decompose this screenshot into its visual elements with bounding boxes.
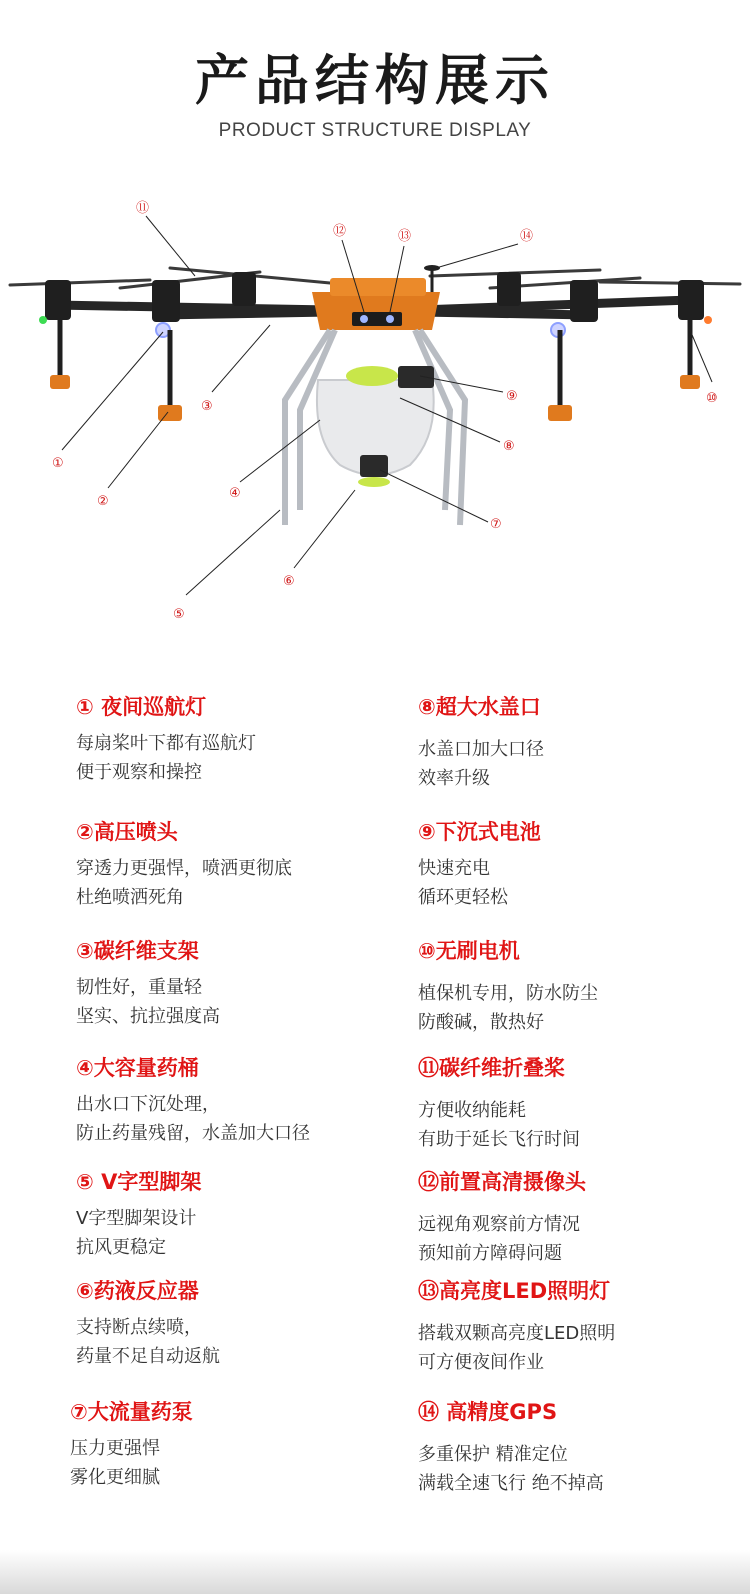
feature-title: ②高压喷头: [76, 820, 178, 844]
callout-13: ⑬: [398, 229, 412, 244]
callout-12: ⑫: [333, 224, 347, 239]
center-body: [312, 278, 440, 330]
feature-folding-propeller: [418, 1054, 748, 1154]
feature-title: ④大容量药桶: [76, 1056, 199, 1080]
page-subtitle: PRODUCT STRUCTURE DISPLAY: [218, 120, 532, 141]
feature-carbon-frame: [76, 937, 406, 1031]
page-title: 产品结构展示: [195, 49, 555, 112]
feature-title: ⑬高亮度LED照明灯: [418, 1279, 611, 1303]
callout-5: ⑤: [173, 607, 185, 622]
feature-desc: 每扇桨叶下都有巡航灯 便于观察和操控: [76, 733, 256, 783]
feature-desc: 韧性好，重量轻 坚实、抗拉强度高: [76, 977, 220, 1027]
feature-desc: 出水口下沉处理， 防止药量残留，水盖加大口径: [76, 1094, 310, 1144]
feature-desc: 压力更强悍 雾化更细腻: [70, 1438, 160, 1488]
feature-night-light: [76, 693, 406, 787]
feature-led-light: [418, 1277, 748, 1377]
feature-title: ⑧超大水盖口: [418, 695, 541, 719]
callout-8: ⑧: [503, 439, 515, 454]
callout-14: ⑭: [520, 229, 534, 244]
callout-4: ④: [229, 486, 241, 501]
callout-7: ⑦: [490, 517, 502, 532]
feature-sunken-battery: [418, 818, 748, 912]
feature-brushless-motor: [418, 937, 748, 1037]
feature-title: ⑥药液反应器: [76, 1279, 199, 1303]
feature-liquid-reactor: [76, 1277, 406, 1371]
drone-structure-diagram: [0, 180, 750, 640]
callout-11: ⑪: [136, 201, 150, 216]
feature-title: ① 夜间巡航灯: [76, 695, 207, 719]
feature-title: ⑤ V字型脚架: [76, 1170, 202, 1194]
pesticide-tank: [317, 366, 434, 487]
feature-desc: 穿透力更强悍，喷洒更彻底 杜绝喷洒死角: [76, 858, 292, 908]
feature-title: ⑭ 高精度GPS: [418, 1400, 558, 1424]
callout-3: ③: [201, 399, 213, 414]
feature-high-flow-pump: [70, 1398, 400, 1492]
callout-2: ②: [97, 494, 109, 509]
feature-desc: 快速充电 循环更轻松: [418, 858, 508, 908]
feature-large-water-cap: [418, 693, 748, 793]
feature-desc: V字型脚架设计 抗风更稳定: [76, 1208, 197, 1258]
feature-desc: 搭载双颗高亮度LED照明 可方便夜间作业: [418, 1323, 616, 1373]
feature-title: ⑫前置高清摄像头: [418, 1170, 586, 1194]
feature-desc: 水盖口加大口径 效率升级: [418, 739, 544, 789]
feature-desc: 多重保护 精准定位 满载全速飞行 绝不掉高: [418, 1444, 604, 1494]
feature-desc: 远视角观察前方情况 预知前方障碍问题: [418, 1214, 580, 1264]
feature-title: ⑪碳纤维折叠桨: [418, 1056, 565, 1080]
callout-9: ⑨: [506, 389, 518, 404]
feature-title: ③碳纤维支架: [76, 939, 199, 963]
feature-large-tank: [76, 1054, 406, 1148]
feature-title: ⑦大流量药泵: [70, 1400, 193, 1424]
feature-title: ⑨下沉式电池: [418, 820, 541, 844]
callout-10: ⑩: [706, 391, 718, 406]
feature-desc: 植保机专用，防水防尘 防酸碱，散热好: [418, 983, 598, 1033]
callout-6: ⑥: [283, 574, 295, 589]
feature-front-camera: [418, 1168, 748, 1268]
feature-desc: 支持断点续喷， 药量不足自动返航: [76, 1317, 220, 1367]
feature-title: ⑩无刷电机: [418, 939, 520, 963]
feature-high-pressure-nozzle: [76, 818, 406, 912]
feature-gps: [418, 1398, 748, 1498]
callout-1: ①: [52, 456, 64, 471]
bottom-divider: [0, 1550, 750, 1594]
feature-desc: 方便收纳能耗 有助于延长飞行时间: [418, 1100, 580, 1150]
feature-v-landing-gear: [76, 1168, 406, 1262]
gps-antenna: [424, 265, 440, 292]
